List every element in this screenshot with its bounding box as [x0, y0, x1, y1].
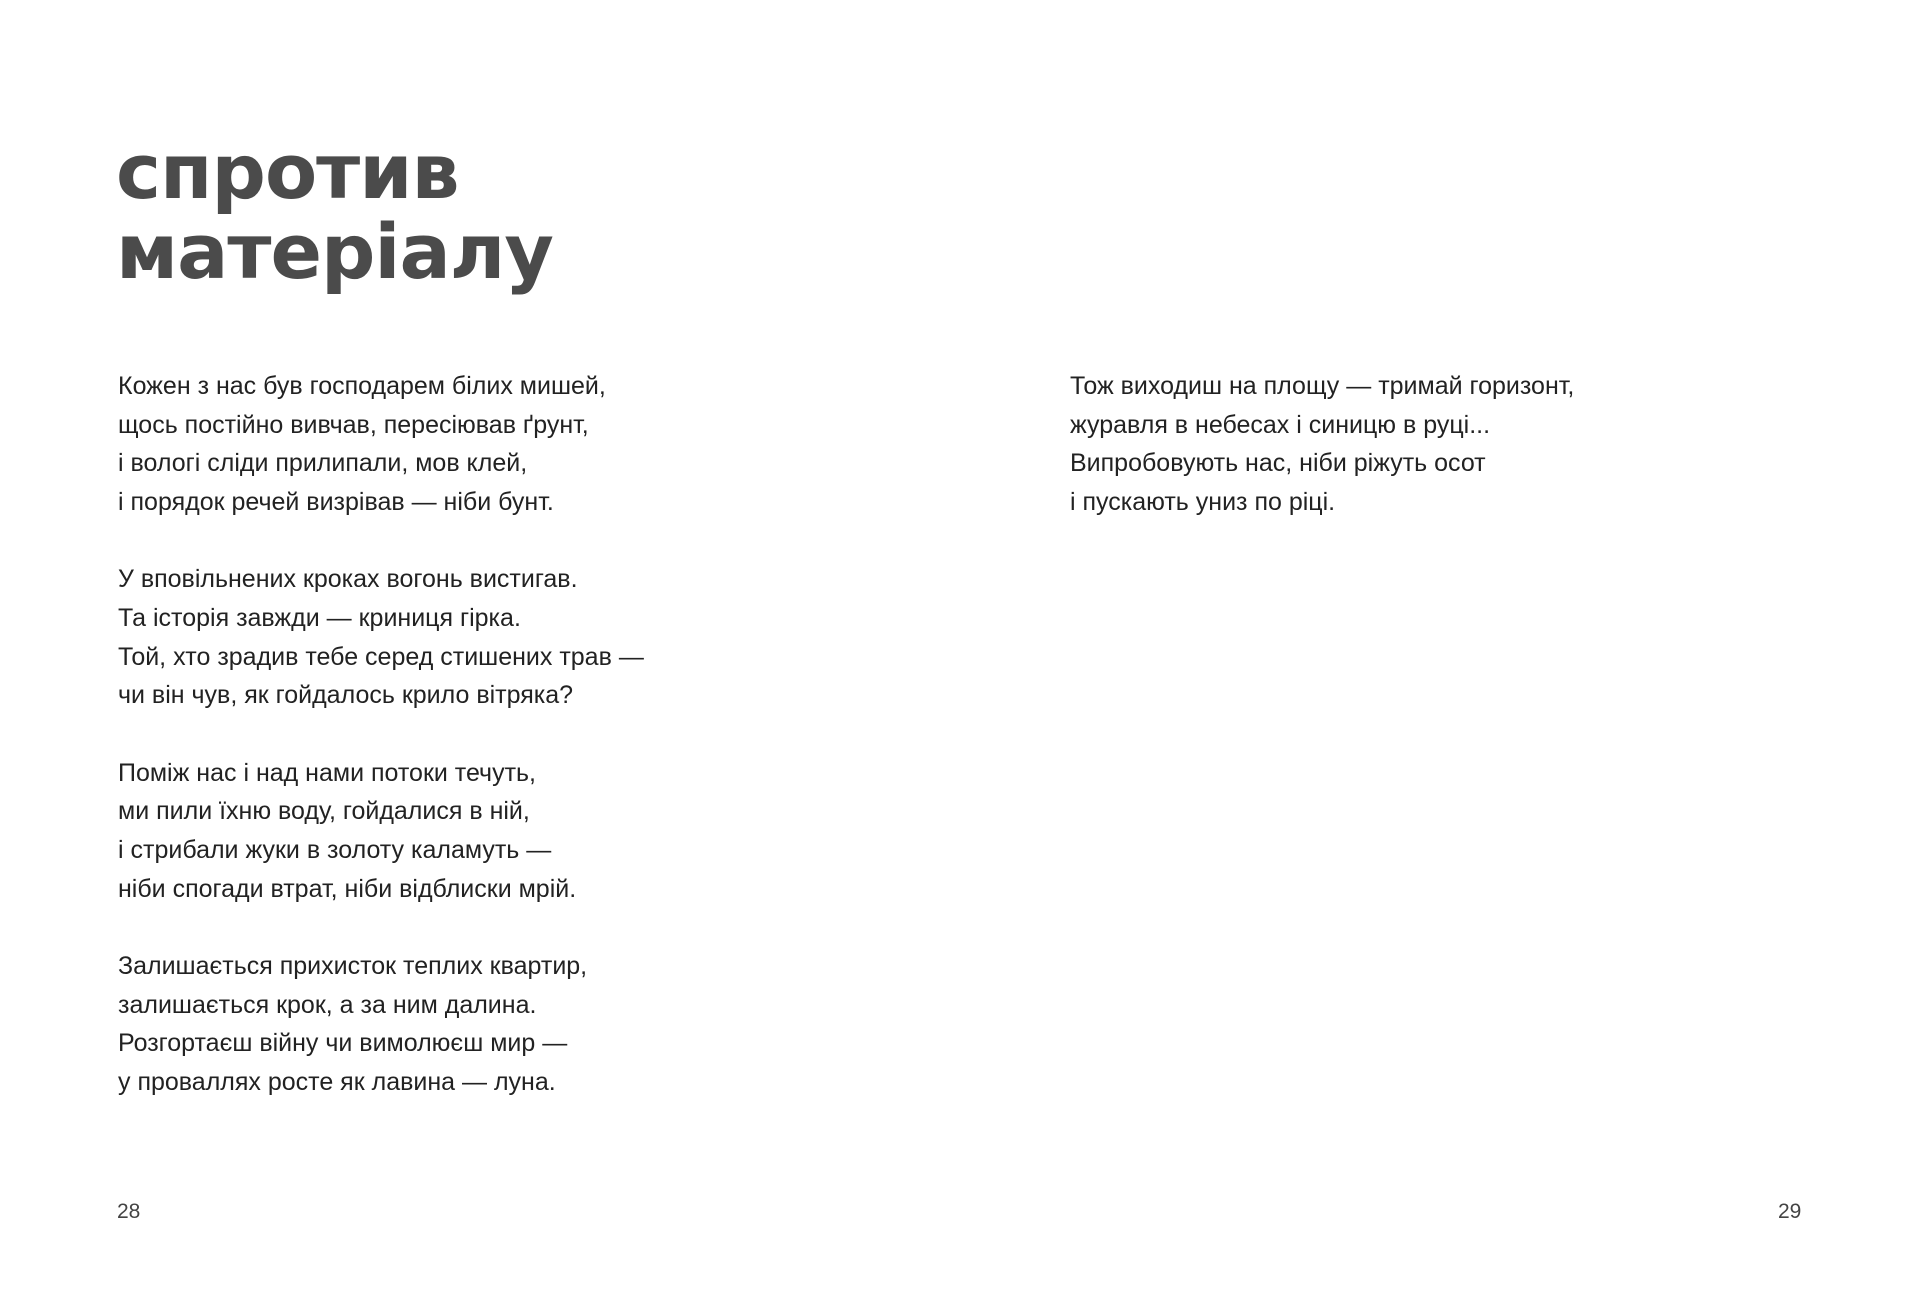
poem-line: залишається крок, а за ним далина. — [118, 990, 537, 1019]
poem-line: Розгортаєш війну чи вимолюєш мир — — [118, 1029, 568, 1058]
poem-line: журавля в небесах і синицю в руці... — [1070, 410, 1491, 439]
poem-line: Той, хто зрадив тебе серед стишених трав — — [118, 642, 644, 671]
stanza-5 — [1070, 367, 1574, 521]
stanza-3 — [118, 754, 644, 908]
poem-title — [116, 127, 553, 296]
poem-line: і порядок речей визрівав — ніби бунт. — [118, 487, 554, 516]
poem-line: У вповільнених кроках вогонь вистигав. — [118, 565, 578, 594]
poem-line: ніби спогади втрат, ніби відблиски мрій. — [118, 874, 577, 903]
poem-line: щось постійно вивчав, пересіював ґрунт, — [118, 410, 589, 439]
poem-line: ми пили їхню воду, гойдалися в ній, — [118, 797, 530, 826]
poem-body-left — [118, 367, 644, 1141]
poem-line: Випробовують нас, ніби ріжуть осот — [1070, 449, 1486, 478]
poem-line: Та історія завжди — криниця гірка. — [118, 603, 521, 632]
poem-line: і стрибали жуки в золоту каламуть — — [118, 835, 552, 864]
page-number-left: 28 — [117, 1200, 141, 1223]
poem-line: у проваллях росте як лавина — луна. — [118, 1067, 556, 1096]
title-line-1: спротив — [116, 127, 459, 216]
stanza-2 — [118, 560, 644, 714]
poem-line: Поміж нас і над нами потоки течуть, — [118, 758, 536, 787]
poem-line: Тож виходиш на площу — тримай горизонт, — [1070, 372, 1575, 400]
right-page — [960, 0, 1920, 1304]
stanza-4 — [118, 947, 644, 1101]
poem-line: чи він чув, як гойдалось крило вітряка? — [118, 681, 574, 710]
poem-body-right — [1070, 367, 1574, 560]
poem-line: Кожен з нас був господарем білих мишей, — [118, 372, 606, 400]
stanza-1 — [118, 367, 644, 521]
title-line-2: матеріалу — [116, 207, 553, 296]
poem-line: Залишається прихисток теплих квартир, — [118, 952, 588, 981]
poem-line: і вологі сліди прилипали, мов клей, — [118, 449, 528, 478]
page-number-right: 29 — [1778, 1200, 1802, 1223]
poem-line: і пускають униз по ріці. — [1070, 487, 1336, 516]
